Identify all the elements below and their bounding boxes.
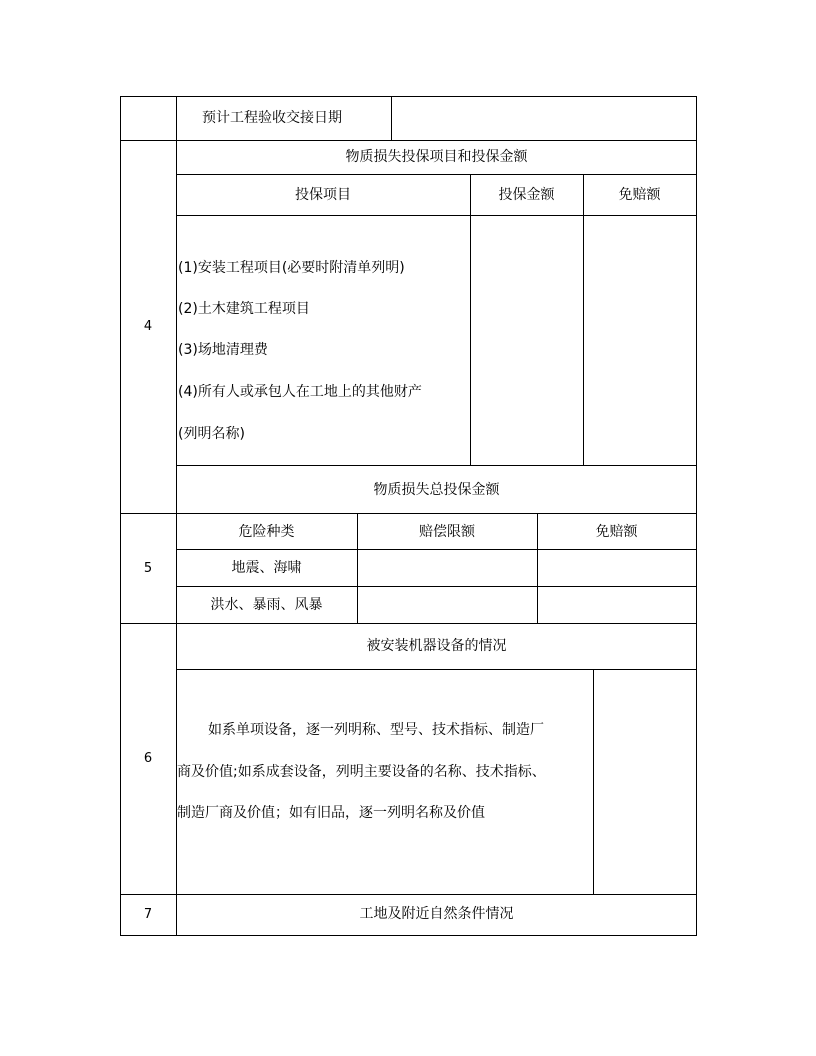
rule-s4-end [120,513,697,514]
header-compensation-limit: 赔偿限额 [419,524,475,540]
header-s5-deductible: 免赔额 [595,524,638,540]
rule-s4-headers [176,215,697,216]
risk-row-earthquake: 地震、海啸 [231,560,302,576]
rule-s5-header [176,549,697,550]
rule-s6-end [120,894,697,895]
risk-row-flood: 洪水、暴雨、风暴 [210,597,323,613]
s6-side-divider [593,669,594,894]
s4-deductible-divider [583,174,584,465]
insured-item-4: (4)所有人或承包人在工地上的其他财产 [178,384,422,400]
header-insured-amount: 投保金额 [498,187,555,203]
completion-date-label: 预计工程验收交接日期 [202,110,342,126]
section-6-number: 6 [143,751,153,766]
section-6-title: 被安装机器设备的情况 [366,638,507,654]
s4-amount-divider [470,174,471,465]
section-4-title: 物质损失投保项目和投保金额 [345,149,528,165]
header-insured-item: 投保项目 [295,187,351,203]
rule-s6-title [176,669,697,670]
completion-value-divider [391,96,392,140]
border-left [120,96,121,936]
section-7-title: 工地及附近自然条件情况 [359,906,514,922]
rule-top [120,96,697,97]
rule-s5-row1 [176,586,697,587]
insured-item-2: (2)土木建筑工程项目 [178,301,310,317]
equipment-description-line-3: 制造厂商及价值；如有旧品，逐一列明名称及价值 [177,805,485,821]
header-deductible: 免赔额 [618,187,661,203]
rule-s4-items [176,465,697,466]
rule-s4-title [176,174,697,175]
total-insured-amount-label: 物质损失总投保金额 [373,482,500,498]
section-5-number: 5 [143,561,153,576]
section-7-number: 7 [143,907,153,922]
insured-item-4-note: (列明名称) [178,426,245,442]
header-risk-type: 危险种类 [238,524,295,540]
border-right [696,96,697,936]
equipment-description-line-2: 商及价值;如系成套设备，列明主要设备的名称、技术指标、 [177,764,546,780]
rule-after-completion [120,140,697,141]
insured-item-3: (3)场地清理费 [178,342,268,358]
insured-item-1: (1)安装工程项目(必要时附清单列明) [178,260,405,276]
rule-bottom [120,935,697,936]
equipment-description-line-1: 如系单项设备，逐一列明称、型号、技术指标、制造厂 [208,722,544,738]
section-4-number: 4 [143,319,153,334]
rule-s5-end [120,623,697,624]
